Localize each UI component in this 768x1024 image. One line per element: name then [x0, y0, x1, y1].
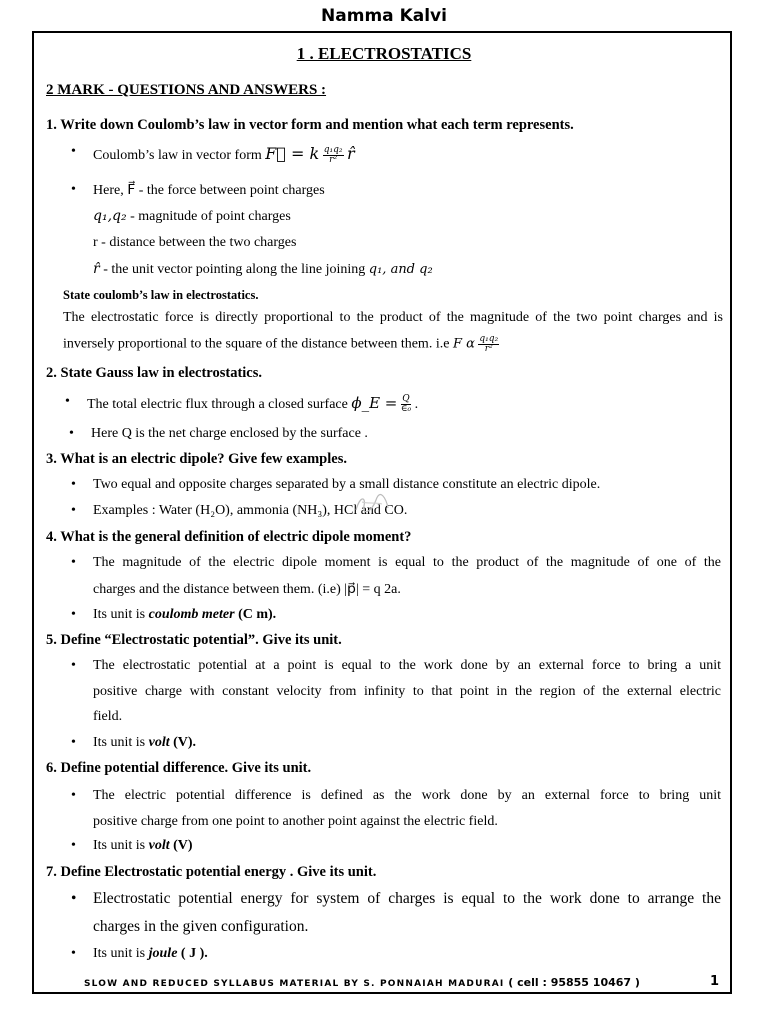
question-4: 4. What is the general definition of electric dipole moment?	[46, 529, 412, 545]
q3-bullet-1: • Two equal and opposite charges separated by a small distance constitute an electric dipole.	[93, 477, 600, 493]
q3-bullet-2: • Examples : Water (H₂O), ammonia (NH₃), HCl and CO.	[93, 503, 407, 519]
page-number: 1	[710, 974, 720, 989]
q6-bullet-2: • Its unit is volt (V)	[93, 838, 193, 854]
q2-bullet-2: • Here Q is the net charge enclosed by the surface .	[91, 426, 368, 442]
q1-bullet-2: • Here, F⃗ - the force between point charges	[93, 182, 325, 199]
q5-bullet-1-line2: positive charge with constant velocity from infinity to that point in the region of the external electric	[93, 684, 721, 699]
q4-bullet-1-line1: • The magnitude of the electric dipole moment is equal to the product of the magnitude of one of the	[93, 555, 721, 571]
q1-sub-answer-line2: inversely proportional to the square of the distance between them. i.e F α $\frac{\text{q₁q₂}}{\text{r²}}$	[63, 334, 499, 354]
section-title: 2 MARK - QUESTIONS AND ANSWERS :	[46, 82, 327, 98]
q5-bullet-2: • Its unit is volt (V).	[93, 735, 196, 751]
q1-sub-answer-line1: The electrostatic force is directly proportional to the product of the magnitude of the two point charges and is	[63, 310, 723, 325]
q7-bullet-1-line2: charges in the given configuration.	[93, 918, 309, 935]
q2-bullet-1: • The total electric flux through a closed surface ϕ_E = $\frac{Q}{\text{∈₀}}$ .	[87, 394, 418, 414]
q4-bullet-1-line2: charges and the distance between them. (i.e) |p⃗| = q 2a.	[93, 582, 401, 597]
question-2: 2. State Gauss law in electrostatics.	[46, 365, 262, 381]
question-7: 7. Define Electrostatic potential energy . Give its unit.	[46, 864, 377, 880]
q6-bullet-1-line1: • The electric potential difference is defined as the work done by an external force to bring unit	[93, 788, 721, 804]
question-5: 5. Define “Electrostatic potential”. Give its unit.	[46, 632, 342, 648]
signature-watermark	[352, 492, 392, 516]
q1-term-r: r - distance between the two charges	[93, 235, 297, 250]
q1-bullet-1: • Coulomb’s law in vector form F⃗ = k $\frac{\text{q₁q₂}}{\text{r²}}$ r̂	[93, 144, 355, 165]
question-6: 6. Define potential difference. Give its unit.	[46, 760, 312, 776]
q6-bullet-1-line2: positive charge from one point to another point against the electric field.	[93, 814, 498, 829]
q7-bullet-2: • Its unit is joule ( J ).	[93, 946, 208, 962]
q5-bullet-1-line3: field.	[93, 709, 123, 724]
q1-sub-question: State coulomb’s law in electrostatics.	[63, 288, 259, 302]
q4-bullet-2: • Its unit is coulomb meter (C m).	[93, 607, 276, 623]
q5-bullet-1-line1: • The electrostatic potential at a point is equal to the work done by an external force to bring a unit	[93, 658, 721, 674]
footer-text: SLOW AND REDUCED SYLLABUS MATERIAL BY S. PONNAIAH MADURAI ( cell : 95855 10467 )	[84, 976, 640, 989]
question-3: 3. What is an electric dipole? Give few examples.	[46, 451, 347, 467]
question-1: 1. Write down Coulomb’s law in vector form and mention what each term represents.	[46, 117, 574, 133]
q1-term-rhat: r̂ - the unit vector pointing along the line joining q₁, and q₂	[93, 261, 433, 277]
q7-bullet-1-line1: • Electrostatic potential energy for system of charges is equal to the work done to arrange the	[93, 890, 721, 908]
chapter-title: 1 . ELECTROSTATICS	[296, 44, 472, 63]
site-title: Namma Kalvi	[321, 6, 447, 26]
q1-term-q: q₁,q₂ - magnitude of point charges	[93, 208, 291, 224]
